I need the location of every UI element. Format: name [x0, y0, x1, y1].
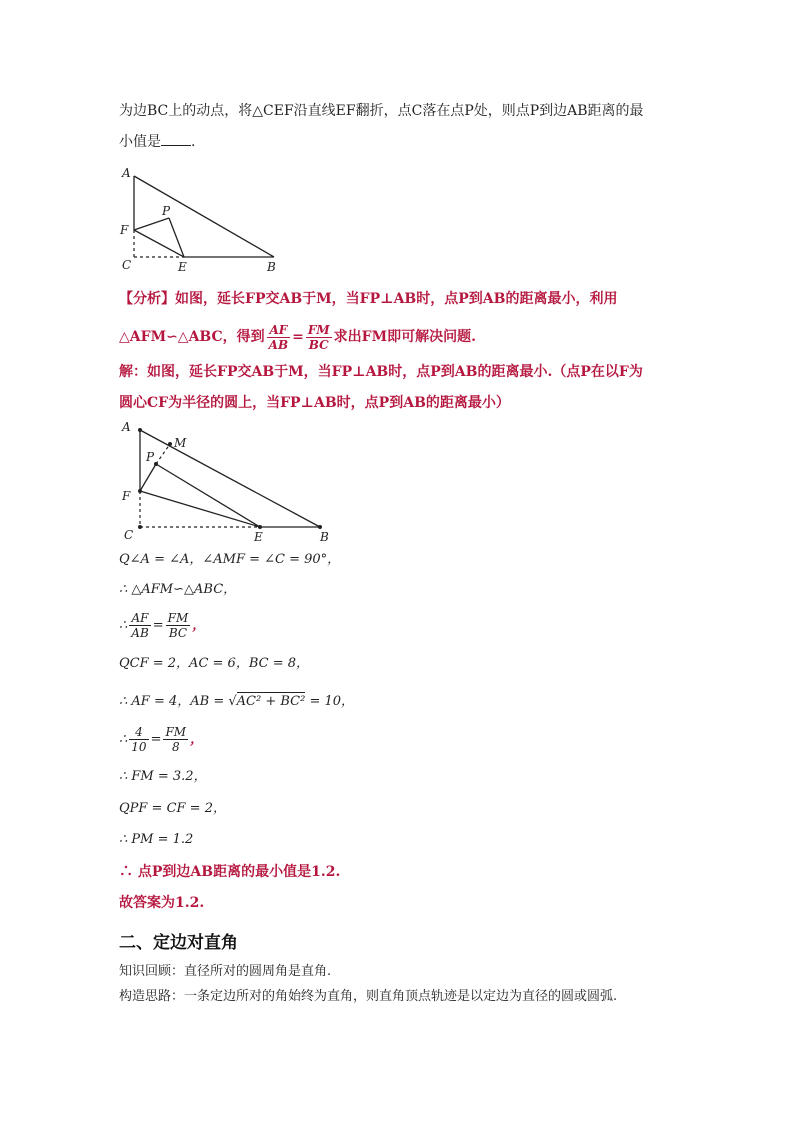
fig2-point-b	[318, 525, 322, 529]
analysis-line-1	[119, 289, 617, 309]
intro-line-2	[119, 132, 195, 152]
intro-line-1	[119, 101, 644, 121]
fig1-label-b: B	[267, 260, 276, 274]
step-5: ∴ AF = 4，AB = √AC² + BC² = 10，	[119, 694, 355, 709]
step3-fraction-af-ab: $\frac{AF}{AB}$	[131, 611, 149, 640]
construction-idea: 构造思路：一条定边所对的角始终为直角，则直角顶点轨迹是以定边为直径的圆或圆弧.	[119, 989, 618, 1004]
fig2-dashed-pm	[156, 444, 170, 464]
step-4: QCF = 2，AC = 6，BC = 8，	[119, 656, 309, 671]
step-8: QPF = CF = 2，	[119, 801, 226, 816]
solution-text-2: 圆心CF为半径的圆上，当FP⊥AB时，点P到AB的距离最小）	[119, 395, 510, 411]
step-11-answer: 故答案为1.2.	[119, 895, 205, 911]
fig1-label-c: C	[122, 258, 132, 272]
knowledge-review: 知识回顾：直径所对的圆周角是直角.	[119, 964, 332, 979]
figure-2-triangle	[112, 414, 342, 546]
step-2: ∴ △AFM∽△ABC，	[119, 582, 237, 597]
step-3: ∴ $\frac{AF}{AB}$ = $\frac{FM}{BC}$ ，	[119, 611, 206, 640]
step-7: ∴ FM = 3.2，	[119, 769, 207, 784]
analysis-equals: =	[292, 329, 304, 345]
intro-text-2: 小值是	[119, 134, 161, 150]
fig2-label-b: B	[320, 530, 329, 544]
step6-fraction-4-10: $\frac{4}{10}$	[131, 725, 147, 754]
solution-line-2	[119, 393, 510, 413]
section-2-heading: 二、定边对直角	[119, 933, 238, 953]
step-10-conclusion: ∴ 点P到边AB距离的最小值是1.2.	[119, 864, 341, 880]
fig2-segment-pe	[156, 464, 260, 527]
fig2-segment-fp	[140, 464, 156, 491]
fig2-point-f	[138, 489, 142, 493]
fig1-segment-pe	[169, 218, 184, 257]
fig2-point-c	[138, 525, 142, 529]
fig2-point-a	[138, 428, 142, 432]
step6-fraction-fm-8: $\frac{FM}{8}$	[165, 725, 187, 754]
analysis-text-1: 如图，延长FP交AB于M，当FP⊥AB时，点P到AB的距离最小，利用	[175, 291, 618, 307]
fig2-point-e	[258, 525, 262, 529]
analysis-tail: 求出FM即可解决问题.	[333, 329, 476, 345]
fig1-segment-fp	[134, 218, 169, 230]
fig2-point-p	[154, 462, 158, 466]
step-9: ∴ PM = 1.2	[119, 832, 194, 847]
fig2-label-c: C	[124, 528, 134, 542]
fig1-label-e: E	[178, 260, 187, 274]
intro-period: .	[191, 134, 196, 150]
figure-1-triangle	[112, 160, 292, 280]
analysis-line-2	[119, 319, 476, 355]
step5-radicand: AC² + BC²	[236, 694, 306, 709]
step3-fraction-fm-bc: $\frac{FM}{BC}$	[167, 611, 189, 640]
fig2-point-m	[168, 442, 172, 446]
answer-blank	[161, 132, 191, 146]
analysis-fraction-af-ab: $\frac{AF}{AB}$	[268, 322, 289, 352]
fig1-label-f: F	[120, 223, 129, 237]
solution-line-1	[119, 362, 643, 382]
analysis-fraction-fm-bc: $\frac{FM}{BC}$	[307, 322, 330, 352]
fig2-segment-ab	[140, 430, 320, 527]
fig2-label-p: P	[146, 450, 155, 464]
analysis-tag: 【分析】	[119, 291, 175, 307]
step-1: Q∠A = ∠A，∠AMF = ∠C = 90°，	[119, 552, 341, 567]
fig2-label-f: F	[122, 489, 131, 503]
solution-text-1: 解：如图，延长FP交AB于M，当FP⊥AB时，点P到AB的距离最小.（点P在以F为	[119, 364, 643, 380]
fig1-label-p: P	[162, 204, 171, 218]
fig2-label-a: A	[122, 420, 131, 434]
fig2-label-e: E	[254, 530, 263, 544]
fig1-label-a: A	[122, 166, 131, 180]
fig2-label-m: M	[174, 436, 187, 450]
fig2-segment-fe	[140, 491, 260, 527]
step-6: ∴ $\frac{4}{10}$ = $\frac{FM}{8}$ ，	[119, 725, 204, 754]
intro-text-1: 为边BC上的动点，将△CEF沿直线EF翻折，点C落在点P处，则点P到边AB距离的最	[119, 103, 644, 119]
fig1-segment-ab	[134, 176, 274, 257]
analysis-similarity: △AFM∽△ABC，得到	[119, 329, 265, 345]
fig1-segment-fe	[134, 230, 184, 257]
